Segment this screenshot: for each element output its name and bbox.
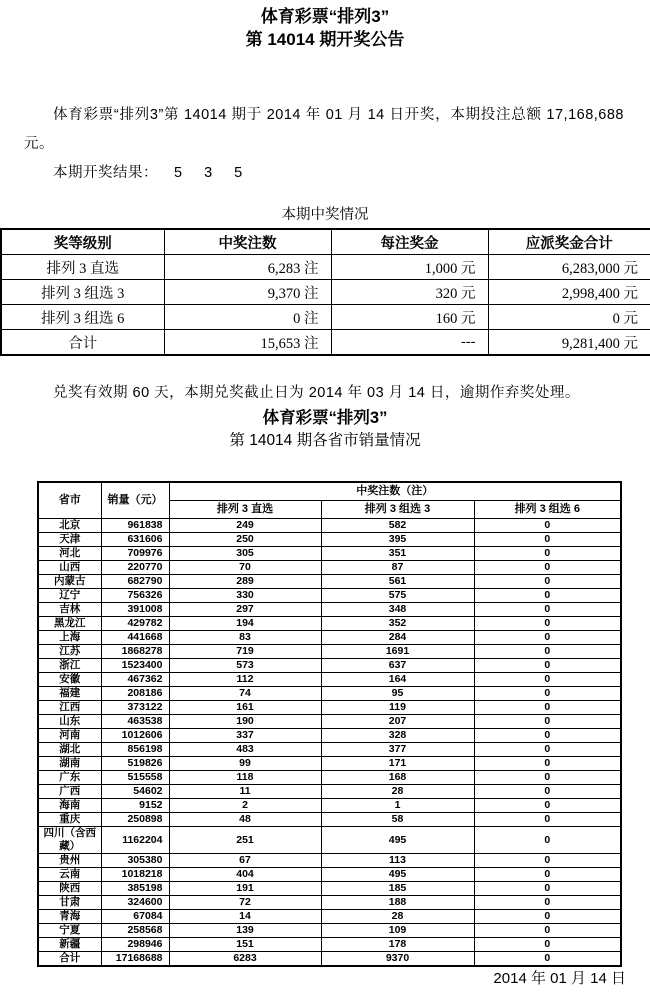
table-cell: 湖南 — [38, 757, 101, 771]
column-header: 应派奖金合计 — [488, 229, 650, 255]
table-cell: 582 — [321, 519, 474, 533]
table-cell: 上海 — [38, 631, 101, 645]
table-row — [1, 330, 650, 356]
table-cell: 395 — [321, 533, 474, 547]
table-cell: 404 — [169, 868, 321, 882]
table-cell: 排列 3 组选 3 — [1, 280, 164, 305]
table-row — [38, 687, 621, 701]
table-cell: 河南 — [38, 729, 101, 743]
table-cell: 0 注 — [164, 305, 331, 330]
table-cell: 352 — [321, 617, 474, 631]
table-cell: 1 — [321, 799, 474, 813]
table-row — [38, 729, 621, 743]
table-cell: 广东 — [38, 771, 101, 785]
table-cell: 118 — [169, 771, 321, 785]
table-cell: 0 — [474, 882, 621, 896]
table-cell: 四川（含西藏） — [38, 827, 101, 854]
table-row — [38, 617, 621, 631]
prize-table-header — [1, 229, 650, 255]
table-row — [38, 603, 621, 617]
table-cell: 109 — [321, 924, 474, 938]
table-cell: 内蒙古 — [38, 575, 101, 589]
table-row — [38, 771, 621, 785]
table-cell: 112 — [169, 673, 321, 687]
table-cell: 305 — [169, 547, 321, 561]
table-cell: 298946 — [101, 938, 169, 952]
table-cell: 0 — [474, 868, 621, 882]
table-cell: --- — [331, 330, 488, 356]
table-row — [38, 854, 621, 868]
table-cell: 348 — [321, 603, 474, 617]
table-cell: 1162204 — [101, 827, 169, 854]
table-cell: 0 — [474, 659, 621, 673]
table-row — [38, 533, 621, 547]
table-cell: 54602 — [101, 785, 169, 799]
table-cell: 排列 3 直选 — [1, 255, 164, 280]
table-cell: 福建 — [38, 687, 101, 701]
table-cell: 0 — [474, 771, 621, 785]
table-cell: 0 — [474, 827, 621, 854]
table-cell: 961838 — [101, 519, 169, 533]
table-cell: 856198 — [101, 743, 169, 757]
table-cell: 575 — [321, 589, 474, 603]
table-row — [38, 673, 621, 687]
table-row — [38, 910, 621, 924]
table-row — [38, 785, 621, 799]
table-cell: 682790 — [101, 575, 169, 589]
table-cell: 709976 — [101, 547, 169, 561]
table-cell: 463538 — [101, 715, 169, 729]
table-cell: 190 — [169, 715, 321, 729]
table-cell: 515558 — [101, 771, 169, 785]
table-cell: 67 — [169, 854, 321, 868]
announcement-title — [0, 0, 650, 51]
table-cell: 251 — [169, 827, 321, 854]
table-row — [38, 827, 621, 854]
table-cell: 甘肃 — [38, 896, 101, 910]
table-cell: 756326 — [101, 589, 169, 603]
table-cell: 164 — [321, 673, 474, 687]
table-cell: 9,281,400 元 — [488, 330, 650, 356]
table-row — [1, 305, 650, 330]
table-cell: 排列 3 组选 6 — [1, 305, 164, 330]
table-cell: 0 — [474, 785, 621, 799]
table-cell: 324600 — [101, 896, 169, 910]
table-cell: 113 — [321, 854, 474, 868]
province-column-header: 省市 — [38, 482, 101, 519]
table-cell: 6283 — [169, 952, 321, 967]
table-cell: 151 — [169, 938, 321, 952]
table-cell: 0 — [474, 757, 621, 771]
table-cell: 297 — [169, 603, 321, 617]
table-cell: 0 — [474, 673, 621, 687]
table-cell: 67084 — [101, 910, 169, 924]
table-row — [38, 896, 621, 910]
table-cell: 495 — [321, 868, 474, 882]
table-cell: 0 — [474, 575, 621, 589]
table-row — [38, 547, 621, 561]
sales-section-title — [0, 407, 650, 452]
sales-column-header: 销量（元） — [101, 482, 169, 519]
table-cell: 28 — [321, 910, 474, 924]
table-cell: 辽宁 — [38, 589, 101, 603]
table-cell: 海南 — [38, 799, 101, 813]
table-cell: 9152 — [101, 799, 169, 813]
table-cell: 185 — [321, 882, 474, 896]
table-cell: 0 — [474, 952, 621, 967]
table-cell: 28 — [321, 785, 474, 799]
table-cell: 江苏 — [38, 645, 101, 659]
table-row — [38, 952, 621, 967]
table-cell: 249 — [169, 519, 321, 533]
table-cell: 391008 — [101, 603, 169, 617]
table-cell: 9,370 注 — [164, 280, 331, 305]
sales-section-title-line1: 体育彩票“排列3” — [262, 409, 388, 427]
draw-result-line — [24, 159, 624, 188]
table-cell: 168 — [321, 771, 474, 785]
table-row — [38, 924, 621, 938]
table-cell: 15,653 注 — [164, 330, 331, 356]
table-cell: 江西 — [38, 701, 101, 715]
table-cell: 305380 — [101, 854, 169, 868]
table-cell: 0 — [474, 519, 621, 533]
table-cell: 208186 — [101, 687, 169, 701]
table-cell: 0 — [474, 603, 621, 617]
table-cell: 6,283 注 — [164, 255, 331, 280]
table-row — [38, 631, 621, 645]
table-cell: 重庆 — [38, 813, 101, 827]
column-header: 奖等级别 — [1, 229, 164, 255]
table-cell: 0 — [474, 533, 621, 547]
table-cell: 吉林 — [38, 603, 101, 617]
table-cell: 207 — [321, 715, 474, 729]
column-header: 中奖注数 — [164, 229, 331, 255]
table-cell: 0 元 — [488, 305, 650, 330]
table-cell: 0 — [474, 631, 621, 645]
announcement-title-line2: 第 14014 期开奖公告 — [245, 30, 405, 49]
table-cell: 0 — [474, 547, 621, 561]
table-cell: 220770 — [101, 561, 169, 575]
table-cell: 0 — [474, 813, 621, 827]
table-cell: 337 — [169, 729, 321, 743]
table-cell: 719 — [169, 645, 321, 659]
draw-result-digits: 5 3 5 — [174, 165, 252, 181]
table-cell: 441668 — [101, 631, 169, 645]
sales-section-title-line2: 第 14014 期各省市销量情况 — [229, 432, 421, 449]
draw-result-label: 本期开奖结果： — [53, 165, 158, 181]
table-cell: 467362 — [101, 673, 169, 687]
table-row — [38, 589, 621, 603]
sales-table-header — [38, 482, 621, 519]
table-row — [38, 813, 621, 827]
table-cell: 139 — [169, 924, 321, 938]
table-cell: 9370 — [321, 952, 474, 967]
redeem-note: 兑奖有效期 60 天，本期兑奖截止日为 2014 年 03 月 14 日，逾期作弃奖处理。 — [53, 385, 580, 401]
table-cell: 浙江 — [38, 659, 101, 673]
zuxuan6-column-header: 排列 3 组选 6 — [474, 501, 621, 519]
table-cell: 573 — [169, 659, 321, 673]
table-cell: 119 — [321, 701, 474, 715]
table-row — [38, 701, 621, 715]
table-cell: 1523400 — [101, 659, 169, 673]
table-cell: 74 — [169, 687, 321, 701]
table-cell: 0 — [474, 743, 621, 757]
table-cell: 320 元 — [331, 280, 488, 305]
table-cell: 58 — [321, 813, 474, 827]
table-cell: 250898 — [101, 813, 169, 827]
table-cell: 11 — [169, 785, 321, 799]
table-cell: 0 — [474, 924, 621, 938]
table-cell: 云南 — [38, 868, 101, 882]
table-cell: 258568 — [101, 924, 169, 938]
table-cell: 河北 — [38, 547, 101, 561]
table-cell: 北京 — [38, 519, 101, 533]
table-row — [38, 743, 621, 757]
table-row — [38, 799, 621, 813]
table-cell: 0 — [474, 799, 621, 813]
table-cell: 0 — [474, 729, 621, 743]
table-row — [38, 575, 621, 589]
table-cell: 377 — [321, 743, 474, 757]
table-cell: 新疆 — [38, 938, 101, 952]
table-cell: 0 — [474, 617, 621, 631]
table-cell: 188 — [321, 896, 474, 910]
table-cell: 青海 — [38, 910, 101, 924]
table-cell: 山东 — [38, 715, 101, 729]
announcement-title-line1: 体育彩票“排列3” — [260, 7, 390, 26]
table-cell: 广西 — [38, 785, 101, 799]
sales-table-body — [38, 519, 621, 967]
table-row — [38, 715, 621, 729]
table-cell: 495 — [321, 827, 474, 854]
table-row — [38, 645, 621, 659]
table-cell: 14 — [169, 910, 321, 924]
table-cell: 1691 — [321, 645, 474, 659]
table-cell: 178 — [321, 938, 474, 952]
table-cell: 0 — [474, 645, 621, 659]
table-cell: 1012606 — [101, 729, 169, 743]
table-cell: 6,283,000 元 — [488, 255, 650, 280]
table-cell: 2,998,400 元 — [488, 280, 650, 305]
table-cell: 637 — [321, 659, 474, 673]
prize-table — [0, 228, 650, 356]
zhixuan-column-header: 排列 3 直选 — [169, 501, 321, 519]
table-cell: 0 — [474, 561, 621, 575]
table-cell: 1018218 — [101, 868, 169, 882]
table-cell: 351 — [321, 547, 474, 561]
prize-table-body — [1, 255, 650, 356]
table-cell: 1,000 元 — [331, 255, 488, 280]
table-cell: 250 — [169, 533, 321, 547]
table-cell: 宁夏 — [38, 924, 101, 938]
table-cell: 贵州 — [38, 854, 101, 868]
table-cell: 284 — [321, 631, 474, 645]
table-cell: 0 — [474, 854, 621, 868]
sales-table — [37, 481, 622, 967]
table-cell: 328 — [321, 729, 474, 743]
table-cell: 99 — [169, 757, 321, 771]
table-cell: 陕西 — [38, 882, 101, 896]
table-cell: 561 — [321, 575, 474, 589]
footer-date: 2014 年 01 月 14 日 — [493, 970, 626, 987]
intro-paragraph: 体育彩票“排列3”第 14014 期于 2014 年 01 月 14 日开奖，本期投注总额 17,168,688 元。 — [24, 107, 624, 152]
table-cell: 194 — [169, 617, 321, 631]
table-cell: 95 — [321, 687, 474, 701]
table-cell: 0 — [474, 687, 621, 701]
table-cell: 48 — [169, 813, 321, 827]
table-row — [38, 519, 621, 533]
table-cell: 山西 — [38, 561, 101, 575]
table-cell: 373122 — [101, 701, 169, 715]
prize-count-span-header: 中奖注数（注） — [169, 482, 621, 501]
table-cell: 289 — [169, 575, 321, 589]
table-row — [38, 561, 621, 575]
table-cell: 合计 — [1, 330, 164, 356]
table-cell: 2 — [169, 799, 321, 813]
table-cell: 631606 — [101, 533, 169, 547]
table-row — [38, 757, 621, 771]
table-cell: 湖北 — [38, 743, 101, 757]
table-cell: 429782 — [101, 617, 169, 631]
table-cell: 0 — [474, 910, 621, 924]
table-cell: 161 — [169, 701, 321, 715]
table-cell: 17168688 — [101, 952, 169, 967]
table-cell: 天津 — [38, 533, 101, 547]
prize-table-title: 本期中奖情况 — [281, 207, 369, 223]
table-row — [1, 255, 650, 280]
table-cell: 171 — [321, 757, 474, 771]
table-cell: 0 — [474, 938, 621, 952]
table-cell: 87 — [321, 561, 474, 575]
table-cell: 安徽 — [38, 673, 101, 687]
table-cell: 0 — [474, 896, 621, 910]
table-row — [1, 280, 650, 305]
table-cell: 0 — [474, 715, 621, 729]
table-cell: 1868278 — [101, 645, 169, 659]
column-header: 每注奖金 — [331, 229, 488, 255]
table-cell: 70 — [169, 561, 321, 575]
sales-table-header-row-1 — [38, 482, 621, 501]
prize-table-header-row — [1, 229, 650, 255]
table-cell: 0 — [474, 589, 621, 603]
table-cell: 519826 — [101, 757, 169, 771]
table-row — [38, 938, 621, 952]
table-cell: 483 — [169, 743, 321, 757]
table-cell: 72 — [169, 896, 321, 910]
table-cell: 385198 — [101, 882, 169, 896]
table-cell: 合计 — [38, 952, 101, 967]
table-cell: 191 — [169, 882, 321, 896]
table-cell: 160 元 — [331, 305, 488, 330]
table-row — [38, 882, 621, 896]
table-row — [38, 659, 621, 673]
zuxuan3-column-header: 排列 3 组选 3 — [321, 501, 474, 519]
table-cell: 黑龙江 — [38, 617, 101, 631]
table-row — [38, 868, 621, 882]
table-cell: 0 — [474, 701, 621, 715]
table-cell: 330 — [169, 589, 321, 603]
table-cell: 83 — [169, 631, 321, 645]
